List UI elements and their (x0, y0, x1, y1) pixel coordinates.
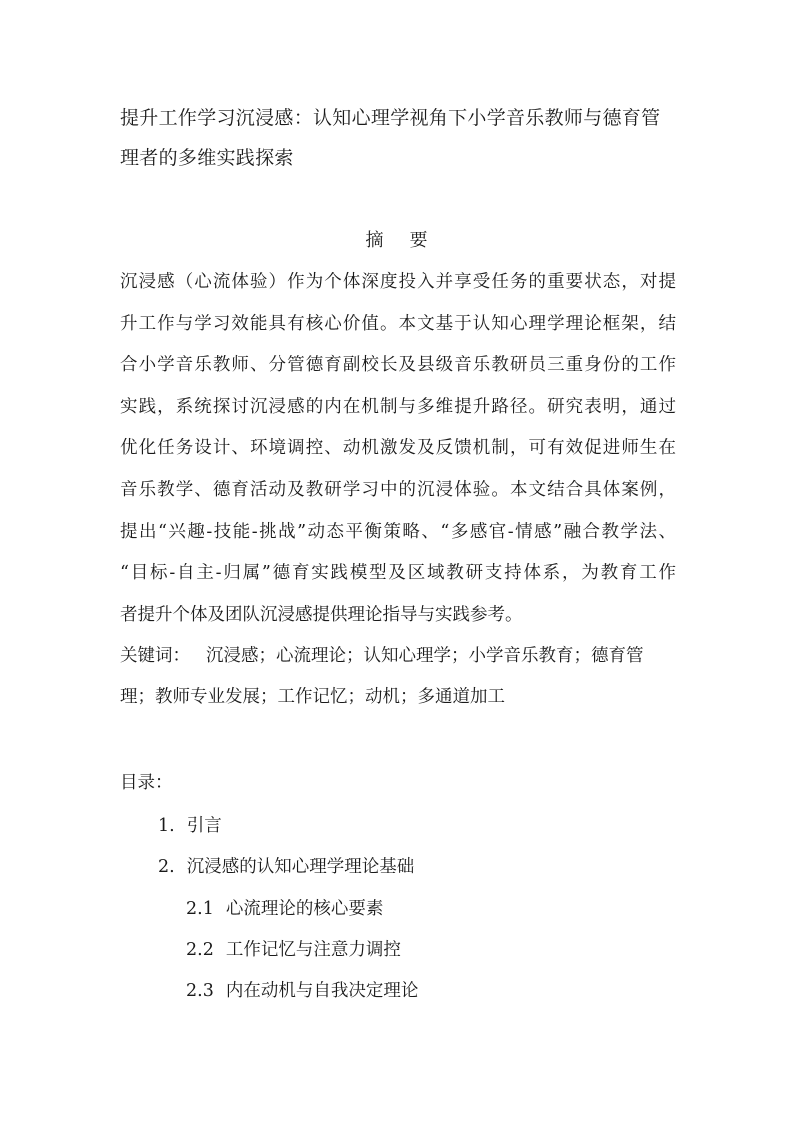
toc-item-number: 2.2 (186, 940, 214, 960)
toc-item-intro[interactable] (158, 808, 222, 844)
abstract-line: 合小学音乐教师、分管德育副校长及县级音乐教研员三重身份的工作 (120, 355, 676, 376)
abstract-line: 沉浸感（心流体验）作为个体深度投入并享受任务的重要状态，对提 (120, 272, 676, 292)
abstract-line: 提出“兴趣-技能-挑战”动态平衡策略、“多感官-情感”融合教学法、 (120, 521, 676, 542)
toc-item-number: 1. (158, 816, 175, 836)
toc-item-theory[interactable] (158, 849, 414, 885)
toc-item-text: 沉浸感的认知心理学理论基础 (186, 857, 415, 877)
keywords-block (120, 636, 676, 718)
toc-title: 目录： (120, 773, 173, 793)
abstract-line: 优化任务设计、环境调控、动机激发及反馈机制，可有效促进师生在 (120, 438, 676, 459)
toc-item-working-memory[interactable] (186, 932, 401, 968)
toc-item-flow[interactable] (186, 891, 383, 927)
abstract-line: 升工作与学习效能具有核心价值。本文基于认知心理学理论框架，结 (120, 313, 676, 334)
document-title (120, 98, 680, 178)
toc-item-number: 2. (158, 857, 175, 877)
toc-item-text: 引言 (186, 816, 222, 836)
abstract-line: “目标-自主-归属”德育实践模型及区域教研支持体系，为教育工作 (120, 563, 676, 584)
toc-item-text: 内在动机与自我决定理论 (225, 981, 419, 1001)
title-line-1: 提升工作学习沉浸感：认知心理学视角下小学音乐教师与德育管 (120, 107, 661, 129)
toc-item-number: 2.1 (186, 899, 214, 919)
abstract-body (120, 262, 676, 636)
title-line-2: 理者的多维实践探索 (120, 147, 294, 169)
toc-item-text: 心流理论的核心要素 (225, 899, 384, 919)
abstract-line: 者提升个体及团队沉浸感提供理论指导与实践参考。 (120, 604, 523, 625)
abstract-line: 实践，系统探讨沉浸感的内在机制与多维提升路径。研究表明，通过 (120, 396, 676, 417)
abstract-line: 音乐教学、德育活动及教研学习中的沉浸体验。本文结合具体案例， (120, 479, 676, 500)
keywords-line-2: 理；教师专业发展；工作记忆；动机；多通道加工 (120, 687, 505, 707)
toc-item-text: 工作记忆与注意力调控 (225, 940, 401, 960)
abstract-heading: 摘要 (365, 230, 454, 251)
toc-item-number: 2.3 (186, 981, 214, 1001)
keywords-label: 关键词： (120, 646, 190, 666)
keywords-line-1: 沉浸感；心流理论；认知心理学；小学音乐教育；德育管 (206, 646, 644, 666)
toc-item-motivation[interactable] (186, 973, 418, 1009)
